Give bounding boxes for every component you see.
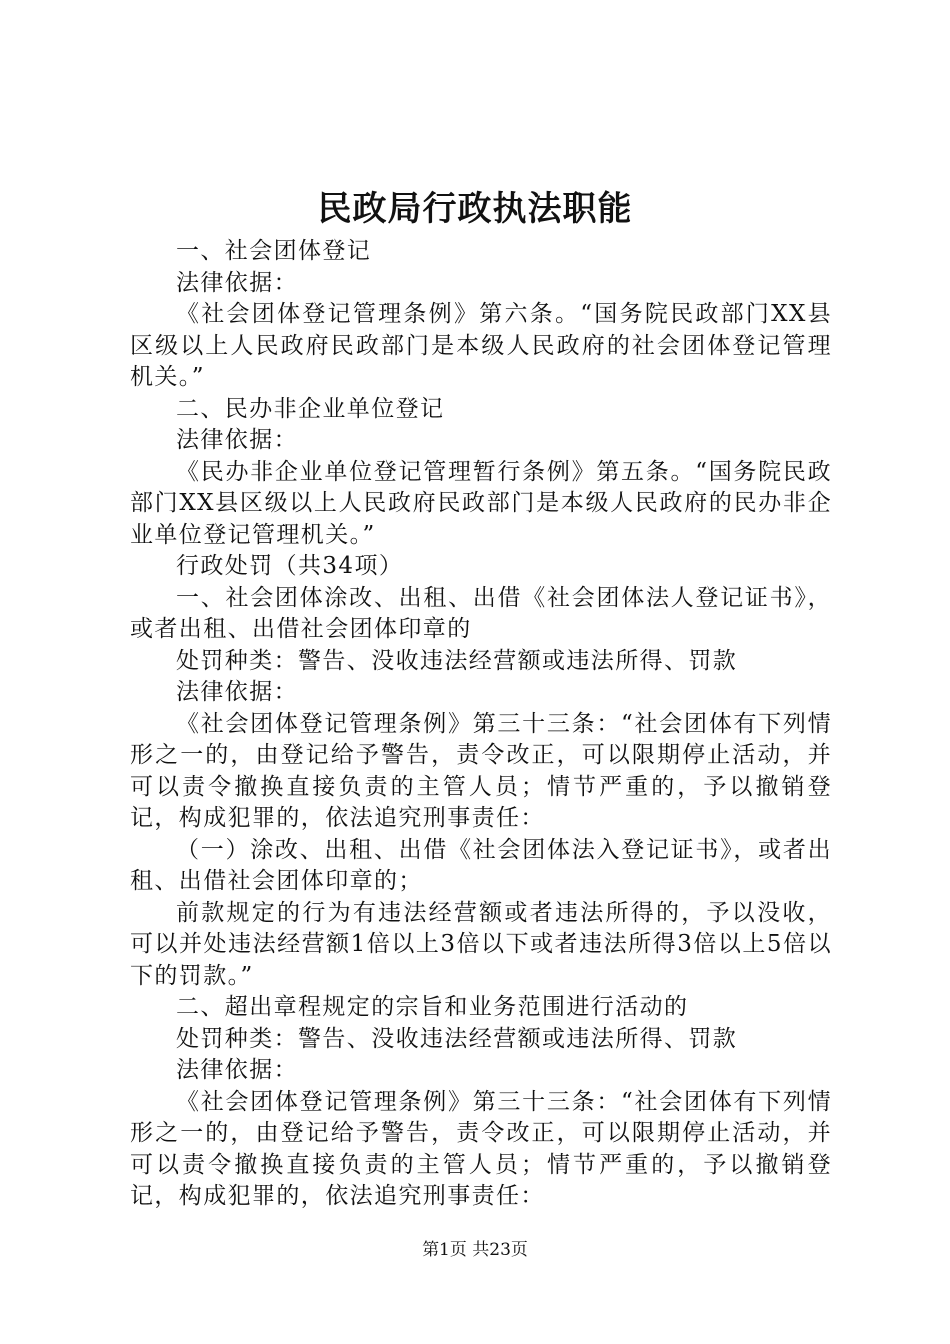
legal-basis-label: 法律依据： [176,427,298,453]
penalty-type: 处罚种类：警告、没收违法经营额或违法所得、罚款 [176,647,738,674]
legal-basis-text: 《民办非企业单位登记管理暂行条例》第五条。“国务院民政部门XX县区级以上人民政府民政部门是本级人民政府的民办非企业单位登记管理机关。” [130,458,832,548]
legal-basis-label: 法律依据： [176,1057,298,1083]
legal-basis-text: 《社会团体登记管理条例》第三十三条：“社会团体有下列情形之一的，由登记给予警告，责令改正，可以限期停止活动，并可以责令撤换直接负责的主管人员；情节严重的，予以撤销登记，构成犯罪的，依法追究刑事责任： [130,1088,832,1209]
penalty-type: 处罚种类：警告、没收违法经营额或违法所得、罚款 [176,1025,738,1052]
legal-basis-text: 《社会团体登记管理条例》第六条。“国务院民政部门XX县区级以上人民政府民政部门是本级人民政府的社会团体登记管理机关。” [130,301,832,390]
page-title: 民政局行政执法职能 [317,189,633,229]
section-heading-administrative-penalty: 行政处罚（共34项） [176,553,404,579]
legal-basis-text: 《社会团体登记管理条例》第三十三条：“社会团体有下列情形之一的，由登记给予警告，责令改正，可以限期停止活动，并可以责令撤换直接负责的主管人员；情节严重的，予以撤销登记，构成犯罪的，依法追究刑事责任： [130,710,832,831]
section-heading-private-non-enterprise: 二、民办非企业单位登记 [176,395,445,422]
page-number: 第1页 共23页 [422,1240,528,1260]
legal-clause: 前款规定的行为有违法经营额或者违法所得的，予以没收，可以并处违法经营额1倍以上3倍以下或者违法所得3倍以上5倍以下的罚款。” [130,899,832,989]
legal-basis-label: 法律依据： [176,269,298,296]
penalty-item-heading: 二、超出章程规定的宗旨和业务范围进行活动的 [176,994,689,1020]
legal-basis-label: 法律依据： [176,679,298,705]
penalty-item-heading: 一、社会团体涂改、出租、出借《社会团体法人登记证书》，或者出租、出借社会团体印章的 [130,584,832,642]
section-heading-social-org-registration: 一、社会团体登记 [176,238,372,264]
document-body [130,236,832,1213]
legal-clause: （一）涂改、出租、出借《社会团体法入登记证书》，或者出租、出借社会团体印章的； [130,836,832,894]
